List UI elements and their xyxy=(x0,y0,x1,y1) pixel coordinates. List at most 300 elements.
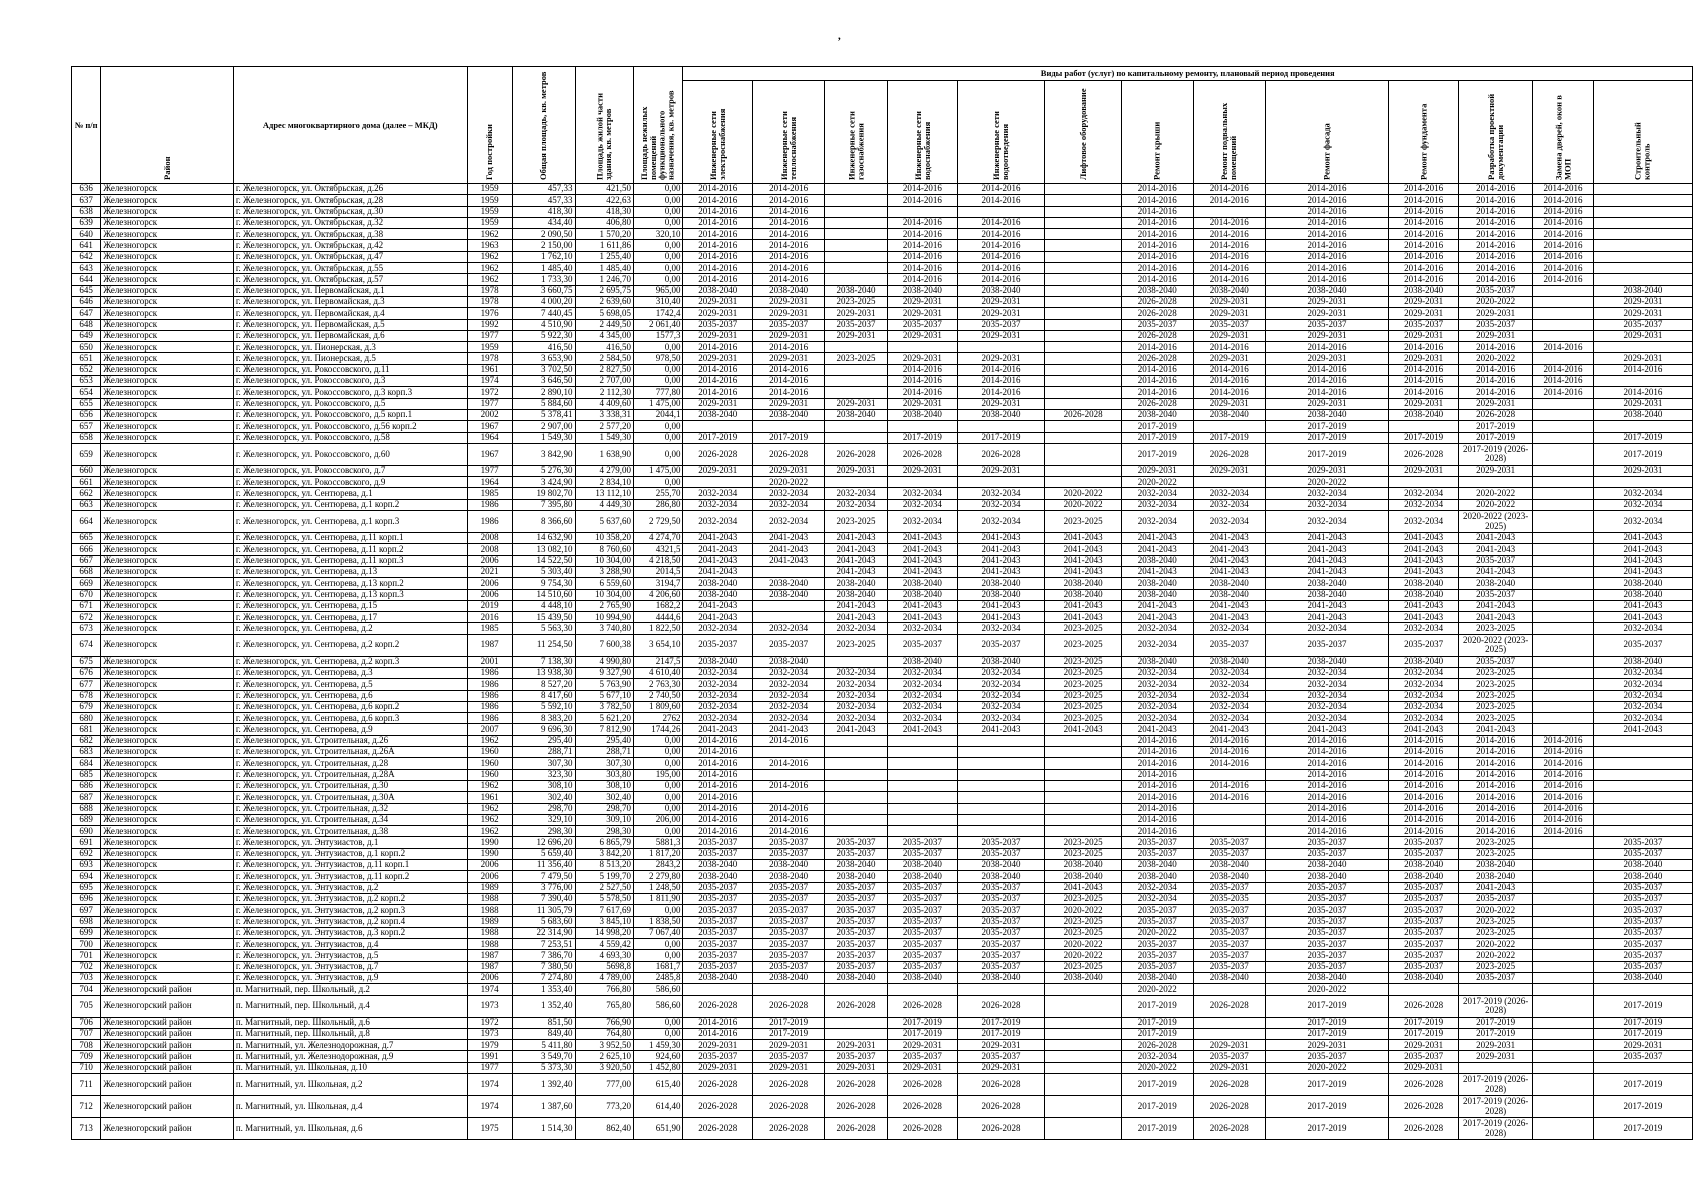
table-cell: 2014-2016 xyxy=(1265,814,1389,825)
table-cell: Железногорский район xyxy=(101,1028,234,1039)
table-cell: 10 304,00 xyxy=(575,589,633,600)
table-cell: 2035-2037 xyxy=(1193,882,1265,893)
table-cell xyxy=(1593,251,1692,262)
table-cell: 3 660,75 xyxy=(512,285,575,296)
table-cell: 2035-2037 xyxy=(753,837,825,848)
table-cell: 2020-2022 xyxy=(1265,477,1389,488)
table-cell: 2032-2034 xyxy=(1593,713,1692,724)
table-cell: 5 592,10 xyxy=(512,701,575,712)
table-cell: 2014-2016 xyxy=(683,758,753,769)
table-cell: 2038-2040 xyxy=(888,578,958,589)
table-cell: 2014-2016 xyxy=(1121,803,1193,814)
table-cell: 2023-2025 xyxy=(1045,961,1121,972)
table-cell: 2041-2043 xyxy=(1193,544,1265,555)
table-cell: 2035-2037 xyxy=(825,1051,888,1062)
table-cell: г. Железногорск, ул. Энтузиастов, д.3 корп.2 xyxy=(233,927,467,938)
table-cell: 2026-2028 xyxy=(1121,1040,1193,1051)
table-cell xyxy=(957,747,1045,758)
table-cell: 302,40 xyxy=(575,792,633,803)
table-cell: 2014-2016 xyxy=(1121,814,1193,825)
table-cell: 5 763,90 xyxy=(575,679,633,690)
table-cell xyxy=(1593,780,1692,791)
table-cell: 2041-2043 xyxy=(1459,882,1533,893)
table-row xyxy=(72,803,1693,814)
table-cell: 2020-2022 xyxy=(1459,488,1533,499)
table-cell: 2020-2022 xyxy=(1459,499,1533,510)
table-cell: 3 653,90 xyxy=(512,353,575,364)
table-cell: г. Железногорск, ул. Сентюрева, д.11 корп.1 xyxy=(233,533,467,544)
table-cell: 2035-2037 xyxy=(1193,905,1265,916)
table-cell: 2038-2040 xyxy=(1265,871,1389,882)
table-cell xyxy=(1533,589,1594,600)
table-cell: г. Железногорск, ул. Сентюрева, д.17 xyxy=(233,612,467,623)
table-cell: 2038-2040 xyxy=(1593,409,1692,420)
table-cell: г. Железногорск, ул. Октябрьская, д.28 xyxy=(233,195,467,206)
table-cell: Железногорск xyxy=(101,342,234,353)
table-cell: 2041-2043 xyxy=(1389,533,1459,544)
table-cell: 2032-2034 xyxy=(1121,488,1193,499)
table-cell: 2035-2037 xyxy=(888,961,958,972)
table-cell: 2 763,30 xyxy=(633,679,682,690)
table-cell: Железногорск xyxy=(101,600,234,611)
table-cell: Железногорск xyxy=(101,443,234,465)
table-cell: 2038-2040 xyxy=(753,973,825,984)
table-cell: 2014-2016 xyxy=(753,814,825,825)
table-cell: г. Железногорск, ул. Сентюрева, д.6 корп.2 xyxy=(233,701,467,712)
table-cell: 645 xyxy=(72,285,101,296)
table-cell: 2035-2037 xyxy=(888,634,958,656)
table-cell: 1962 xyxy=(467,274,512,285)
table-cell: 0,00 xyxy=(633,274,682,285)
table-cell: Железногорск xyxy=(101,330,234,341)
table-cell: 2041-2043 xyxy=(825,724,888,735)
table-cell xyxy=(753,612,825,623)
table-cell: 2017-2019 xyxy=(1593,432,1692,443)
table-cell: 2014-2016 xyxy=(1533,735,1594,746)
table-cell: 2035-2037 xyxy=(1459,973,1533,984)
table-cell: 2843,2 xyxy=(633,860,682,871)
table-cell: 647 xyxy=(72,308,101,319)
table-cell: 2026-2028 xyxy=(888,1096,958,1118)
table-cell: 2038-2040 xyxy=(1193,860,1265,871)
table-cell: 2041-2043 xyxy=(1389,566,1459,577)
table-cell: 2014-2016 xyxy=(957,195,1045,206)
table-cell: 1977 xyxy=(467,465,512,476)
table-cell: Железногорск xyxy=(101,229,234,240)
table-cell xyxy=(1045,814,1121,825)
table-row xyxy=(72,240,1693,251)
table-row xyxy=(72,566,1693,577)
table-cell: 2014-2016 xyxy=(1121,240,1193,251)
table-cell: 640 xyxy=(72,229,101,240)
table-cell: 2014-2016 xyxy=(1265,206,1389,217)
table-cell xyxy=(957,780,1045,791)
table-cell: 2 625,10 xyxy=(575,1051,633,1062)
table-cell: Железногорский район xyxy=(101,1074,234,1096)
table-cell: 2023-2025 xyxy=(825,353,888,364)
table-row xyxy=(72,939,1693,950)
table-cell: 690 xyxy=(72,826,101,837)
table-cell: 2029-2031 xyxy=(1265,330,1389,341)
table-cell: 2006 xyxy=(467,871,512,882)
table-cell: 2035-2037 xyxy=(753,893,825,904)
table-cell: 1 817,20 xyxy=(633,848,682,859)
table-cell: г. Железногорск, ул. Рокоссовского, д.3 корп.3 xyxy=(233,387,467,398)
table-cell: Железногорск xyxy=(101,296,234,307)
table-cell xyxy=(825,1028,888,1039)
table-row xyxy=(72,724,1693,735)
table-cell: 286,80 xyxy=(633,499,682,510)
table-cell: 2026-2028 xyxy=(825,1118,888,1140)
table-cell: 2038-2040 xyxy=(957,578,1045,589)
table-cell: 2035-2037 xyxy=(1193,848,1265,859)
table-cell: 2041-2043 xyxy=(753,555,825,566)
table-cell: 2038-2040 xyxy=(753,860,825,871)
table-cell: 0,00 xyxy=(633,905,682,916)
table-cell: 2026-2028 xyxy=(1193,1074,1265,1096)
table-cell: 4 218,50 xyxy=(633,555,682,566)
table-cell: 2017-2019 (2026-2028) xyxy=(1459,1096,1533,1118)
table-cell: 2014-2016 xyxy=(1533,206,1594,217)
table-cell xyxy=(1593,217,1692,228)
table-cell: г. Железногорск, ул. Сентюрева, д.15 xyxy=(233,600,467,611)
table-cell: 2032-2034 xyxy=(1121,623,1193,634)
column-header: Ремонт фасада xyxy=(1265,81,1389,184)
table-cell xyxy=(1533,837,1594,848)
table-cell: 1988 xyxy=(467,927,512,938)
table-cell: г. Железногорск, ул. Энтузиастов, д.2 корп.2 xyxy=(233,893,467,904)
table-cell: 2035-2037 xyxy=(825,319,888,330)
table-cell: 2021 xyxy=(467,566,512,577)
table-cell: 2014-2016 xyxy=(1593,387,1692,398)
table-cell: 637 xyxy=(72,195,101,206)
table-cell: 298,70 xyxy=(575,803,633,814)
table-cell: 2029-2031 xyxy=(1389,1062,1459,1073)
table-cell: 2032-2034 xyxy=(683,488,753,499)
table-cell: 2032-2034 xyxy=(1121,667,1193,678)
table-cell: 2014-2016 xyxy=(957,387,1045,398)
table-cell: 2038-2040 xyxy=(1459,578,1533,589)
table-cell: 2041-2043 xyxy=(683,533,753,544)
table-cell: 2032-2034 xyxy=(1121,634,1193,656)
table-cell: 2035-2037 xyxy=(888,939,958,950)
table-cell: 2026-2028 xyxy=(683,1096,753,1118)
table-cell xyxy=(1533,285,1594,296)
table-cell: 2035-2037 xyxy=(1389,848,1459,859)
table-cell: 2038-2040 xyxy=(825,409,888,420)
table-cell: 2032-2034 xyxy=(1389,701,1459,712)
table-cell: 2035-2037 xyxy=(957,848,1045,859)
table-cell: 2035-2037 xyxy=(753,848,825,859)
table-cell: 2014-2016 xyxy=(753,826,825,837)
table-cell xyxy=(753,421,825,432)
table-cell xyxy=(1593,240,1692,251)
table-cell: 2023-2025 xyxy=(1045,848,1121,859)
work-types-group-header: Виды работ (услуг) по капитальному ремонту, плановый период проведения xyxy=(683,67,1693,81)
table-cell: 2032-2034 xyxy=(1389,690,1459,701)
table-cell xyxy=(1533,634,1594,656)
table-cell: 2038-2040 xyxy=(1389,409,1459,420)
table-cell: 6 559,60 xyxy=(575,578,633,589)
table-cell xyxy=(1045,758,1121,769)
table-cell: 2035-2037 xyxy=(825,837,888,848)
table-cell: 2014-2016 xyxy=(1121,342,1193,353)
table-cell: 2038-2040 xyxy=(957,871,1045,882)
table-cell: 2014-2016 xyxy=(1265,184,1389,195)
table-row xyxy=(72,927,1693,938)
table-cell: 2017-2019 xyxy=(1121,1028,1193,1039)
table-cell xyxy=(1533,656,1594,667)
table-cell: 2041-2043 xyxy=(888,612,958,623)
table-cell: 2038-2040 xyxy=(1121,973,1193,984)
table-cell: 15 439,50 xyxy=(512,612,575,623)
table-cell: 2014-2016 xyxy=(683,240,753,251)
table-cell xyxy=(957,206,1045,217)
table-cell: 2035-2037 xyxy=(1593,634,1692,656)
table-cell: 2014-2016 xyxy=(1121,780,1193,791)
table-cell xyxy=(1045,1040,1121,1051)
table-cell: 2038-2040 xyxy=(1593,578,1692,589)
table-cell xyxy=(1533,600,1594,611)
table-cell: 2026-2028 xyxy=(888,1118,958,1140)
table-cell: г. Железногорск, ул. Строительная, д.30А xyxy=(233,792,467,803)
table-cell: 2035-2037 xyxy=(825,882,888,893)
table-cell: 0,00 xyxy=(633,376,682,387)
table-cell: 2038-2040 xyxy=(1121,409,1193,420)
table-cell: 2014-2016 xyxy=(1121,364,1193,375)
table-cell: 9 327,90 xyxy=(575,667,633,678)
table-cell: 1744,26 xyxy=(633,724,682,735)
table-cell: Железногорск xyxy=(101,656,234,667)
table-cell: 2035-2037 xyxy=(753,916,825,927)
table-cell: Железногорск xyxy=(101,544,234,555)
table-cell: 2038-2040 xyxy=(683,871,753,882)
table-cell: г. Железногорск, ул. Первомайская, д.1 xyxy=(233,285,467,296)
column-header: Ремонт крыши xyxy=(1121,81,1193,184)
table-cell: 1 762,10 xyxy=(512,251,575,262)
table-cell: 2035-2037 xyxy=(825,916,888,927)
table-cell: 696 xyxy=(72,893,101,904)
table-cell xyxy=(1045,1062,1121,1073)
table-cell: 1986 xyxy=(467,667,512,678)
table-cell: 2 639,60 xyxy=(575,296,633,307)
table-cell: 2032-2034 xyxy=(888,511,958,533)
table-cell: 2023-2025 xyxy=(1045,656,1121,667)
table-cell: 2032-2034 xyxy=(1265,713,1389,724)
table-cell: 2 827,50 xyxy=(575,364,633,375)
table-cell: 5 884,60 xyxy=(512,398,575,409)
table-cell: 2038-2040 xyxy=(753,871,825,882)
table-cell: 649 xyxy=(72,330,101,341)
table-row xyxy=(72,1028,1693,1039)
table-cell xyxy=(1533,499,1594,510)
table-cell: 2038-2040 xyxy=(1389,578,1459,589)
table-row xyxy=(72,623,1693,634)
table-cell: 2014-2016 xyxy=(1121,206,1193,217)
table-cell: 695 xyxy=(72,882,101,893)
table-cell: п. Магнитный, пер. Школьный, д.4 xyxy=(233,995,467,1017)
table-cell: 2014-2016 xyxy=(683,747,753,758)
table-cell: 9 754,30 xyxy=(512,578,575,589)
table-cell: г. Железногорск, ул. Октябрьская, д.30 xyxy=(233,206,467,217)
table-cell: 2014-2016 xyxy=(1265,826,1389,837)
table-cell: г. Железногорск, ул. Рокоссовского, д.11 xyxy=(233,364,467,375)
table-cell: 2035-2037 xyxy=(825,939,888,950)
table-cell: 5 659,40 xyxy=(512,848,575,859)
table-cell: 1 459,30 xyxy=(633,1040,682,1051)
table-cell xyxy=(1045,780,1121,791)
table-cell: 2041-2043 xyxy=(825,566,888,577)
table-cell: 4 409,60 xyxy=(575,398,633,409)
table-cell: 1988 xyxy=(467,905,512,916)
table-cell: Железногорск xyxy=(101,612,234,623)
table-cell: 2029-2031 xyxy=(753,1062,825,1073)
table-cell: 2041-2043 xyxy=(753,533,825,544)
table-cell: 2035-2037 xyxy=(1389,837,1459,848)
table-row xyxy=(72,578,1693,589)
table-cell: 2038-2040 xyxy=(1459,860,1533,871)
table-cell: 1979 xyxy=(467,1040,512,1051)
table-cell: 2029-2031 xyxy=(1389,465,1459,476)
table-cell: 650 xyxy=(72,342,101,353)
table-cell: 2035-2037 xyxy=(753,1051,825,1062)
table-cell: 688 xyxy=(72,803,101,814)
table-cell: 2038-2040 xyxy=(1389,860,1459,871)
table-cell: 2026-2028 xyxy=(825,995,888,1017)
table-cell: 2035-2037 xyxy=(1121,905,1193,916)
table-cell: 2014-2016 xyxy=(1121,251,1193,262)
table-cell: 851,50 xyxy=(512,1017,575,1028)
table-cell: 2017-2019 xyxy=(1265,1118,1389,1140)
table-cell: 2038-2040 xyxy=(888,589,958,600)
table-cell: г. Железногорск, ул. Октябрьская, д.57 xyxy=(233,274,467,285)
table-cell: 2032-2034 xyxy=(888,713,958,724)
table-cell: 2041-2043 xyxy=(1389,612,1459,623)
table-cell: 0,00 xyxy=(633,342,682,353)
table-cell: 2014-2016 xyxy=(683,251,753,262)
table-cell: 668 xyxy=(72,566,101,577)
table-row xyxy=(72,217,1693,228)
table-row xyxy=(72,961,1693,972)
table-cell: 2014-2016 xyxy=(1533,184,1594,195)
table-cell: 2029-2031 xyxy=(888,1062,958,1073)
table-cell: г. Железногорск, ул. Сентюрева, д.9 xyxy=(233,724,467,735)
table-cell: 298,70 xyxy=(512,803,575,814)
table-cell: 2014-2016 xyxy=(1533,814,1594,825)
table-cell: 2041-2043 xyxy=(957,600,1045,611)
table-cell: 2035-2037 xyxy=(1593,950,1692,961)
table-cell: Железногорск xyxy=(101,848,234,859)
table-cell: 8 383,20 xyxy=(512,713,575,724)
table-cell: 329,10 xyxy=(512,814,575,825)
table-cell: 2014-2016 xyxy=(1265,364,1389,375)
table-cell: 2032-2034 xyxy=(825,679,888,690)
table-row xyxy=(72,860,1693,871)
table-row xyxy=(72,330,1693,341)
table-cell: 2035-2037 xyxy=(957,1051,1045,1062)
table-cell: 4321,5 xyxy=(633,544,682,555)
table-cell: 2029-2031 xyxy=(825,330,888,341)
table-row xyxy=(72,667,1693,678)
table-cell xyxy=(1045,376,1121,387)
table-cell: Железногорск xyxy=(101,533,234,544)
table-cell: 309,10 xyxy=(575,814,633,825)
table-cell: 2032-2034 xyxy=(1389,667,1459,678)
table-cell: 1975 xyxy=(467,1118,512,1140)
table-cell: Железногорск xyxy=(101,701,234,712)
table-cell: 3 776,00 xyxy=(512,882,575,893)
table-cell: Железногорск xyxy=(101,916,234,927)
table-row xyxy=(72,679,1693,690)
table-cell: г. Железногорск, ул. Октябрьская, д.55 xyxy=(233,263,467,274)
table-cell: 2026-2028 xyxy=(753,1074,825,1096)
table-cell: 699 xyxy=(72,927,101,938)
table-cell: 2029-2031 xyxy=(888,296,958,307)
table-cell: 2014-2016 xyxy=(1265,274,1389,285)
table-cell xyxy=(1533,1074,1594,1096)
table-cell: Железногорск xyxy=(101,465,234,476)
table-cell: 2035-2037 xyxy=(825,961,888,972)
table-cell: 2035-2037 xyxy=(753,927,825,938)
table-cell xyxy=(1533,882,1594,893)
table-cell: 2032-2034 xyxy=(753,499,825,510)
table-cell: 586,60 xyxy=(633,984,682,995)
table-cell: 2038-2040 xyxy=(1389,285,1459,296)
table-cell: 708 xyxy=(72,1040,101,1051)
table-cell xyxy=(825,184,888,195)
table-cell: 2035-2037 xyxy=(957,634,1045,656)
table-cell: 3 842,90 xyxy=(512,443,575,465)
table-cell: 302,40 xyxy=(512,792,575,803)
table-cell: 2032-2034 xyxy=(683,679,753,690)
table-cell: г. Железногорск, ул. Первомайская, д.4 xyxy=(233,308,467,319)
table-cell: п. Магнитный, ул. Железнодорожная, д.9 xyxy=(233,1051,467,1062)
table-cell: 2014-2016 xyxy=(683,769,753,780)
table-cell: 2026-2028 xyxy=(753,443,825,465)
column-header: Общая площадь, кв. метров xyxy=(512,67,575,184)
table-cell: 2029-2031 xyxy=(683,308,753,319)
table-cell xyxy=(1045,342,1121,353)
table-cell: 2014-2016 xyxy=(1459,376,1533,387)
table-cell xyxy=(1533,319,1594,330)
table-cell: 2035-2037 xyxy=(1389,634,1459,656)
table-cell: 2016 xyxy=(467,612,512,623)
table-cell: 615,40 xyxy=(633,1074,682,1096)
table-cell: 2038-2040 xyxy=(888,409,958,420)
table-cell: 2 729,50 xyxy=(633,511,682,533)
table-row xyxy=(72,229,1693,240)
table-cell: 676 xyxy=(72,667,101,678)
table-cell: 2035-2037 xyxy=(683,1051,753,1062)
table-cell: 2032-2034 xyxy=(957,488,1045,499)
table-cell: 1978 xyxy=(467,285,512,296)
table-cell: 2020-2022 xyxy=(1045,499,1121,510)
table-cell: 2029-2031 xyxy=(888,330,958,341)
table-cell: 0,00 xyxy=(633,195,682,206)
table-cell: 2017-2019 xyxy=(1121,1118,1193,1140)
table-cell: 2032-2034 xyxy=(1193,690,1265,701)
table-cell: Железногорск xyxy=(101,780,234,791)
table-cell: 2014-2016 xyxy=(683,735,753,746)
table-cell xyxy=(1045,1074,1121,1096)
table-cell: 2035-2037 xyxy=(683,916,753,927)
table-cell: 2035-2037 xyxy=(1593,916,1692,927)
table-cell: 2032-2034 xyxy=(1121,1051,1193,1062)
table-cell: 1988 xyxy=(467,893,512,904)
table-cell: 2017-2019 (2026-2028) xyxy=(1459,443,1533,465)
table-cell: 2035-2037 xyxy=(683,882,753,893)
table-cell: 2035-2037 xyxy=(1593,905,1692,916)
